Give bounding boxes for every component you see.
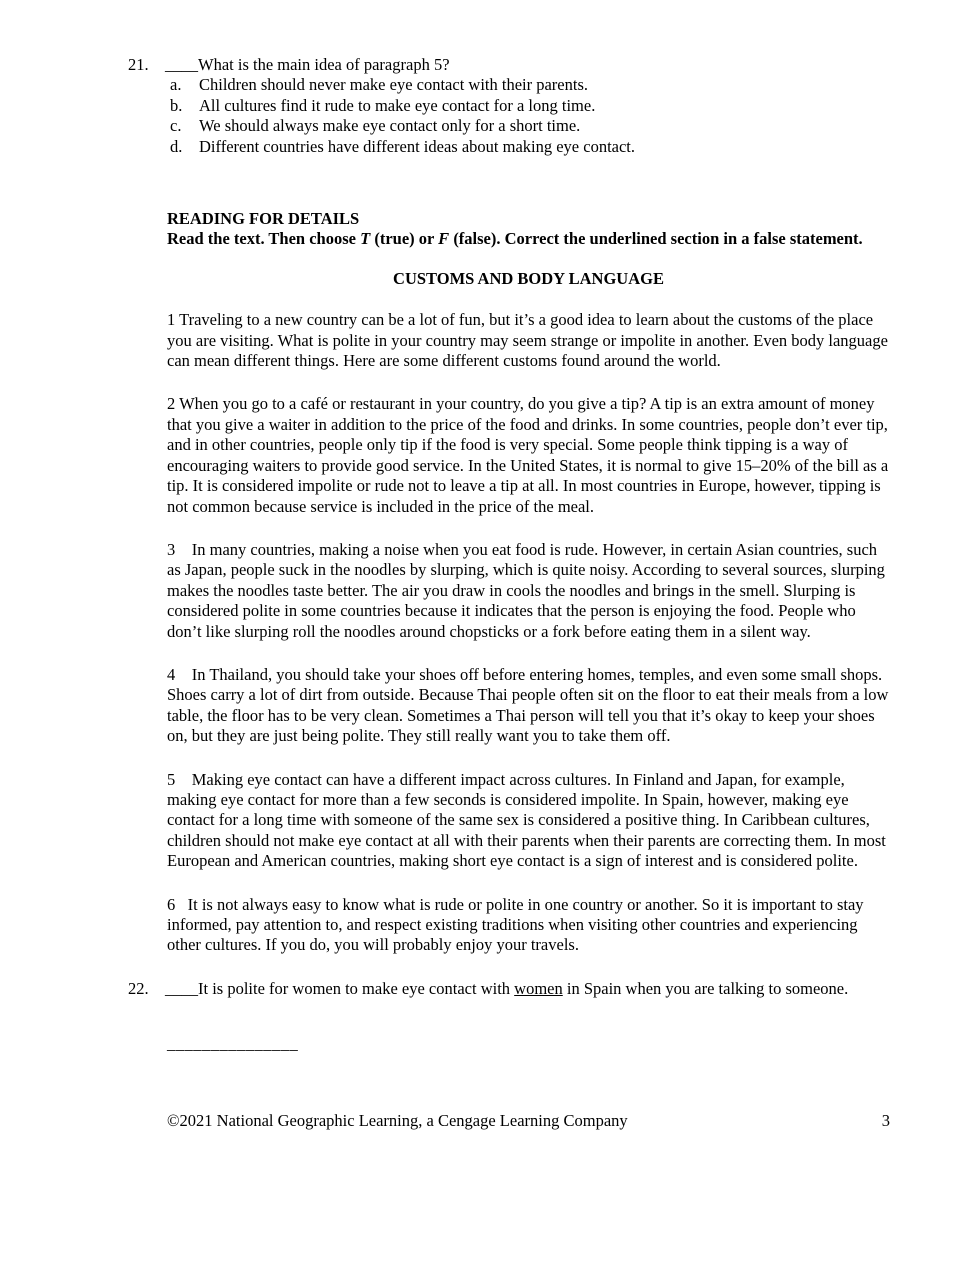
question-21-option-d <box>170 137 890 157</box>
passage-paragraph-6: 6 It is not always easy to know what is rude or polite in one country or another. So it is important to stay informed, pay attention to, and respect existing traditions when visiting other countries and experiencing other cultures. If you do, you will probably enjoy your travels. <box>167 894 868 955</box>
instructions-true-symbol: T <box>360 229 371 249</box>
question-22-text-part2: in Spain when you are talking to someone. <box>562 978 849 998</box>
question-22-answer-blank: ____ <box>165 978 198 998</box>
option-b-letter: b. <box>170 95 183 115</box>
footer-copyright: ©2021 National Geographic Learning, a Cengage Learning Company <box>167 1110 628 1130</box>
question-22-underlined-word: women <box>514 978 563 998</box>
question-22-number: 22. <box>128 978 149 998</box>
question-21-option-b <box>170 96 890 116</box>
question-21-text: What is the main idea of paragraph 5? <box>198 55 450 74</box>
question-21-option-c <box>170 116 890 136</box>
question-21-stem <box>165 55 890 75</box>
instructions-false-symbol: F <box>438 229 450 249</box>
footer-page-number: 3 <box>881 1110 890 1130</box>
passage-title: CUSTOMS AND BODY LANGUAGE <box>393 268 664 288</box>
option-d-text: Different countries have different ideas about making eye contact. <box>199 136 636 156</box>
page-footer <box>167 1111 890 1131</box>
option-c-text: We should always make eye contact only for a short time. <box>199 116 581 136</box>
option-b-text: All cultures find it rude to make eye contact for a long time. <box>199 95 596 115</box>
option-a-text: Children should never make eye contact with their parents. <box>199 75 588 95</box>
question-21-option-a <box>170 75 890 95</box>
section-heading: READING FOR DETAILS <box>167 209 360 229</box>
question-21-answer-blank: ____ <box>165 55 198 74</box>
question-22-text-part1: It is polite for women to make eye contact with <box>198 978 515 998</box>
question-21-body <box>165 55 890 157</box>
passage-paragraph-2: 2 When you go to a café or restaurant in your country, do you give a tip? A tip is an extra amount of money that you give a waiter in addition to the price of the food and drinks. In some countries, people don’t ever tip, and in other countries, people only tip if the food is very special. Some people think tipping is a way of encouraging waiters to provide good service. In the United States, it is normal to give 15–20% of the bill as a tip. It is considered impolite or rude not to leave a tip at all. In most countries in Europe, however, tipping is not common because service is included in the price of the meal. <box>167 394 893 516</box>
option-c-letter: c. <box>170 116 182 136</box>
passage-paragraph-1: 1 Traveling to a new country can be a lot of fun, but it’s a good idea to learn about the customs of the place you are visiting. What is polite in your country may seem strange or impolite in another. Even body language can mean different things. Here are some different customs found around the world. <box>167 310 893 371</box>
passage-paragraph-3: 3 In many countries, making a noise when you eat food is rude. However, in certain Asian countries, such as Japan, people suck in the noodles by slurping, which is quite noisy. According to several sources, slurping makes the noodles taste better. The air you draw in cools the noodles and brings in the smell. Slurping is considered polite in some countries because it indicates that the person is enjoying the food. People who don’t like slurping roll the noodles around chopsticks or a fork before eating them in a silent way. <box>167 539 890 641</box>
option-a-letter: a. <box>170 75 182 95</box>
passage-paragraph-5: 5 Making eye contact can have a different impact across cultures. In Finland and Japan, for example, making eye contact for more than a few seconds is considered impolite. In Spain, however, making eye contact for a long time with someone of the same sex is considered a positive thing. In Caribbean cultures, children should not make eye contact at all with their parents when their parents are correcting them. In most European and American countries, making short eye contact is a sign of interest and is considered polite. <box>167 769 891 871</box>
question-21 <box>128 55 890 157</box>
option-d-letter: d. <box>170 136 183 156</box>
instructions-part2: (true) or <box>370 229 439 249</box>
question-22 <box>128 979 890 999</box>
instructions-part3: (false). Correct the underlined section in a false statement. <box>449 229 863 249</box>
question-21-number: 21. <box>128 55 149 74</box>
question-21-options <box>170 75 890 157</box>
instructions-part1: Read the text. Then choose <box>167 229 361 249</box>
correction-answer-blank: _______________ <box>167 1034 299 1054</box>
question-22-body <box>165 979 890 999</box>
passage-paragraph-4: 4 In Thailand, you should take your shoes off before entering homes, temples, and even some small shops. Shoes carry a lot of dirt from outside. Because Thai people often sit on the floor to eat their meals from a low table, the floor has to be very clean. Sometimes a Thai person will tell you that it’s okay to keep your shoes on, but they are just being polite. They still really want you to take them off. <box>167 664 893 746</box>
section-instructions <box>167 229 890 249</box>
